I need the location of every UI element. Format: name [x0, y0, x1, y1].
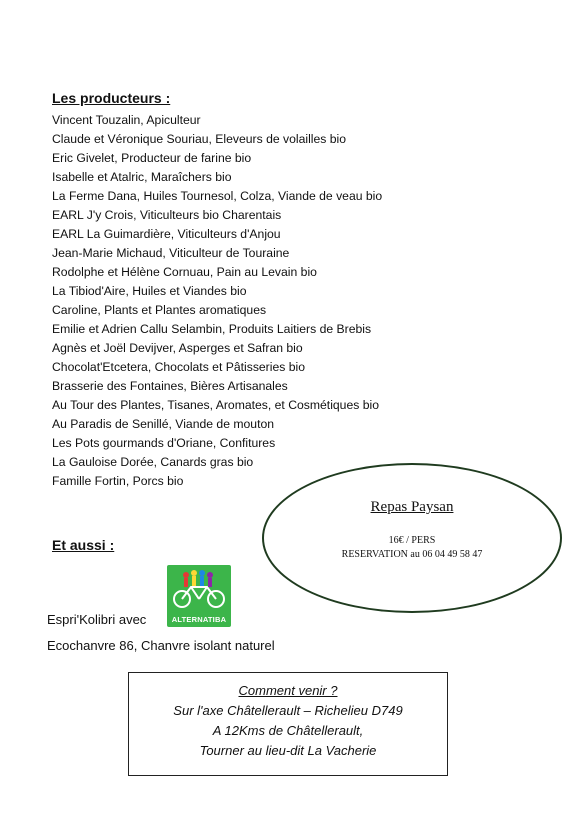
list-item: La Tibiod'Aire, Huiles et Viandes bio — [52, 284, 247, 298]
producers-list — [52, 111, 382, 491]
list-item: Au Paradis de Senillé, Viande de mouton — [52, 417, 275, 431]
logo-wordmark: ALTERNATIBA — [171, 615, 227, 624]
alternatiba-logo — [167, 565, 231, 627]
meal-reservation: RESERVATION au 06 04 49 58 47 — [341, 549, 483, 560]
list-item: La Ferme Dana, Huiles Tournesol, Colza, Viande de veau bio — [52, 189, 383, 203]
list-item: Vincent Touzalin, Apiculteur — [52, 113, 201, 127]
list-item: EARL J'y Crois, Viticulteurs bio Charentais — [52, 208, 282, 222]
directions-box — [128, 672, 448, 776]
also-heading: Et aussi : — [52, 537, 115, 553]
list-item: Chocolat'Etcetera, Chocolats et Pâtisseries bio — [52, 360, 305, 374]
list-item: Eric Givelet, Producteur de farine bio — [52, 151, 252, 165]
directions-title: Comment venir ? — [238, 683, 338, 698]
directions-line: Sur l'axe Châtellerault – Richelieu D749 — [173, 703, 403, 718]
directions-line: A 12Kms de Châtellerault, — [212, 723, 364, 738]
list-item: Famille Fortin, Porcs bio — [52, 474, 184, 488]
list-item: EARL La Guimardière, Viticulteurs d'Anjou — [52, 227, 281, 241]
ecochanvre-line: Ecochanvre 86, Chanvre isolant naturel — [47, 638, 275, 653]
list-item: Au Tour des Plantes, Tisanes, Aromates, et Cosmétiques bio — [52, 398, 379, 412]
list-item: La Gauloise Dorée, Canards gras bio — [52, 455, 254, 469]
directions-line: Tourner au lieu-dit La Vacherie — [199, 743, 377, 758]
meal-price: 16€ / PERS — [388, 535, 436, 546]
list-item: Les Pots gourmands d'Oriane, Confitures — [52, 436, 276, 450]
list-item: Jean-Marie Michaud, Viticulteur de Touraine — [52, 246, 290, 260]
list-item: Emilie et Adrien Callu Selambin, Produits Laitiers de Brebis — [52, 322, 372, 336]
list-item: Isabelle et Atalric, Maraîchers bio — [52, 170, 232, 184]
list-item: Caroline, Plants et Plantes aromatiques — [52, 303, 267, 317]
tandem-bike-icon — [167, 565, 231, 615]
meal-title: Repas Paysan — [370, 499, 454, 515]
meal-ellipse — [262, 463, 562, 613]
list-item: Brasserie des Fontaines, Bières Artisanales — [52, 379, 288, 393]
producers-heading: Les producteurs : — [52, 90, 171, 106]
list-item: Rodolphe et Hélène Cornuau, Pain au Levain bio — [52, 265, 317, 279]
list-item: Agnès et Joël Devijver, Asperges et Safran bio — [52, 341, 303, 355]
kolibri-line: Espri'Kolibri avec — [47, 612, 147, 627]
list-item: Claude et Véronique Souriau, Eleveurs de volailles bio — [52, 132, 347, 146]
